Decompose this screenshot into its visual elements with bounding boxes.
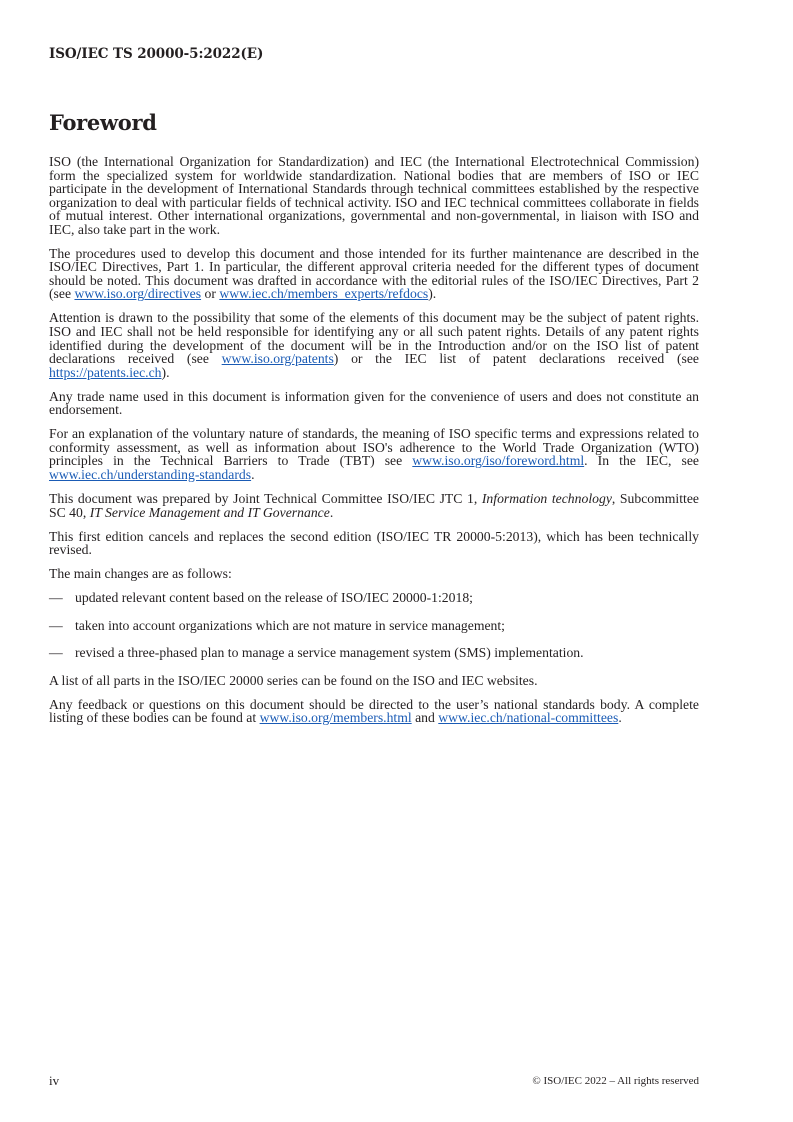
paragraph-text: Any feedback or questions on this document should be directed to the user’s national standards body. A complete listing of these bodies can be found at [49, 696, 699, 726]
paragraph-main-changes: The main changes are as follows: [49, 566, 232, 582]
copyright-notice: © ISO/IEC 2022 – All rights reserved [532, 1075, 699, 1087]
link-iso-foreword[interactable]: www.iso.org/iso/foreword.html [412, 453, 585, 469]
link-iec-patents[interactable]: https://patents.iec.ch [49, 364, 162, 380]
paragraph-text: . [618, 710, 622, 726]
paragraph-text: For an explanation of the voluntary nature of standards, the meaning of ISO specific terms and expressions related to conformity assessment, as well as information about ISO's adherence to the World Trade Organization (WTO) principles in the Technical Barriers to Trade (TBT) see [49, 426, 699, 469]
dash-bullet: — [49, 617, 63, 633]
paragraph-edition: This first edition cancels and replaces the second edition (ISO/IEC TR 20000-5:2013), which has been technically revised. [49, 528, 699, 558]
list-item-text: taken into account organizations which are not mature in service management; [75, 617, 505, 633]
link-iso-patents[interactable]: www.iso.org/patents [221, 351, 334, 367]
link-iec-national-committees[interactable]: www.iec.ch/national-committees [438, 710, 619, 726]
paragraph-text: Attention is drawn to the possibility that some of the elements of this document may be the subject of patent rights. ISO and IEC shall not be held responsible for identifying any or all such patent rights. Details of any patent rights identified during the development of the document will be in the Introduction and/or on the ISO list of patent declarations received (see [49, 310, 699, 367]
paragraph-feedback [49, 698, 699, 725]
dash-bullet: — [49, 590, 63, 606]
paragraph-series-list: A list of all parts in the ISO/IEC 20000 series can be found on the ISO and IEC websites. [49, 672, 538, 688]
paragraph-patents [49, 311, 699, 379]
paragraph-text: ) or the IEC list of patent declarations received (see [333, 351, 699, 367]
paragraph-text: ). [161, 364, 170, 380]
paragraph-text: ). [428, 286, 437, 302]
link-iec-refdocs[interactable]: www.iec.ch/members_experts/refdocs [219, 286, 429, 302]
link-iec-understanding-standards[interactable]: www.iec.ch/understanding-standards [49, 466, 252, 482]
paragraph-text: . [251, 466, 255, 482]
paragraph-text: or [201, 286, 220, 302]
paragraph-text: and [411, 710, 439, 726]
list-item [49, 646, 699, 660]
page-number: iv [49, 1073, 60, 1088]
paragraph-text: This document was prepared by Joint Technical Committee ISO/IEC JTC 1, [49, 490, 482, 506]
list-item-text: revised a three-phased plan to manage a service management system (SMS) implementation. [75, 645, 584, 661]
list-item [49, 619, 699, 633]
paragraph-text: . In the IEC, see [584, 453, 700, 469]
paragraph-prepared-by [49, 492, 699, 519]
link-iso-directives[interactable]: www.iso.org/directives [74, 286, 202, 302]
paragraph-procedures [49, 247, 699, 301]
paragraph-iso-iec-intro: ISO (the International Organization for Standardization) and IEC (the International Electrotechnical Commission) form the specialized system for worldwide standardization. National bodies that are members of ISO or IEC participate in the development of International Standards through technical committees established by the respective organization to deal with particular fields of technical activity. ISO and IEC technical committees collaborate in fields of mutual interest. Other international organizations, governmental and non-governmental, in liaison with ISO and IEC, also take part in the work. [49, 154, 699, 237]
paragraph-voluntary-nature [49, 427, 699, 481]
paragraph-text: . [329, 504, 334, 520]
page-title: Foreword [49, 110, 157, 135]
foreword-body [49, 155, 699, 736]
committee-name: Information technology [481, 490, 612, 506]
link-iso-members[interactable]: www.iso.org/members.html [259, 710, 412, 726]
subcommittee-name: IT Service Management and IT Governance [89, 504, 330, 520]
list-item [49, 591, 699, 605]
paragraph-text: , Subcommittee SC 40, [49, 490, 699, 520]
dash-bullet: — [49, 645, 63, 661]
paragraph-trade-name: Any trade name used in this document is information given for the convenience of users and does not constitute an endorsement. [49, 388, 699, 418]
document-id-header: ISO/IEC TS 20000-5:2022(E) [49, 46, 264, 62]
paragraph-text: The procedures used to develop this document and those intended for its further maintenance are described in the ISO/IEC Directives, Part 1. In particular, the different approval criteria needed for the different types of document should be noted. This document was drafted in accordance with the editorial rules of the ISO/IEC Directives, Part 2 (see [49, 245, 699, 302]
list-item-text: updated relevant content based on the release of ISO/IEC 20000-1:2018; [75, 590, 473, 606]
